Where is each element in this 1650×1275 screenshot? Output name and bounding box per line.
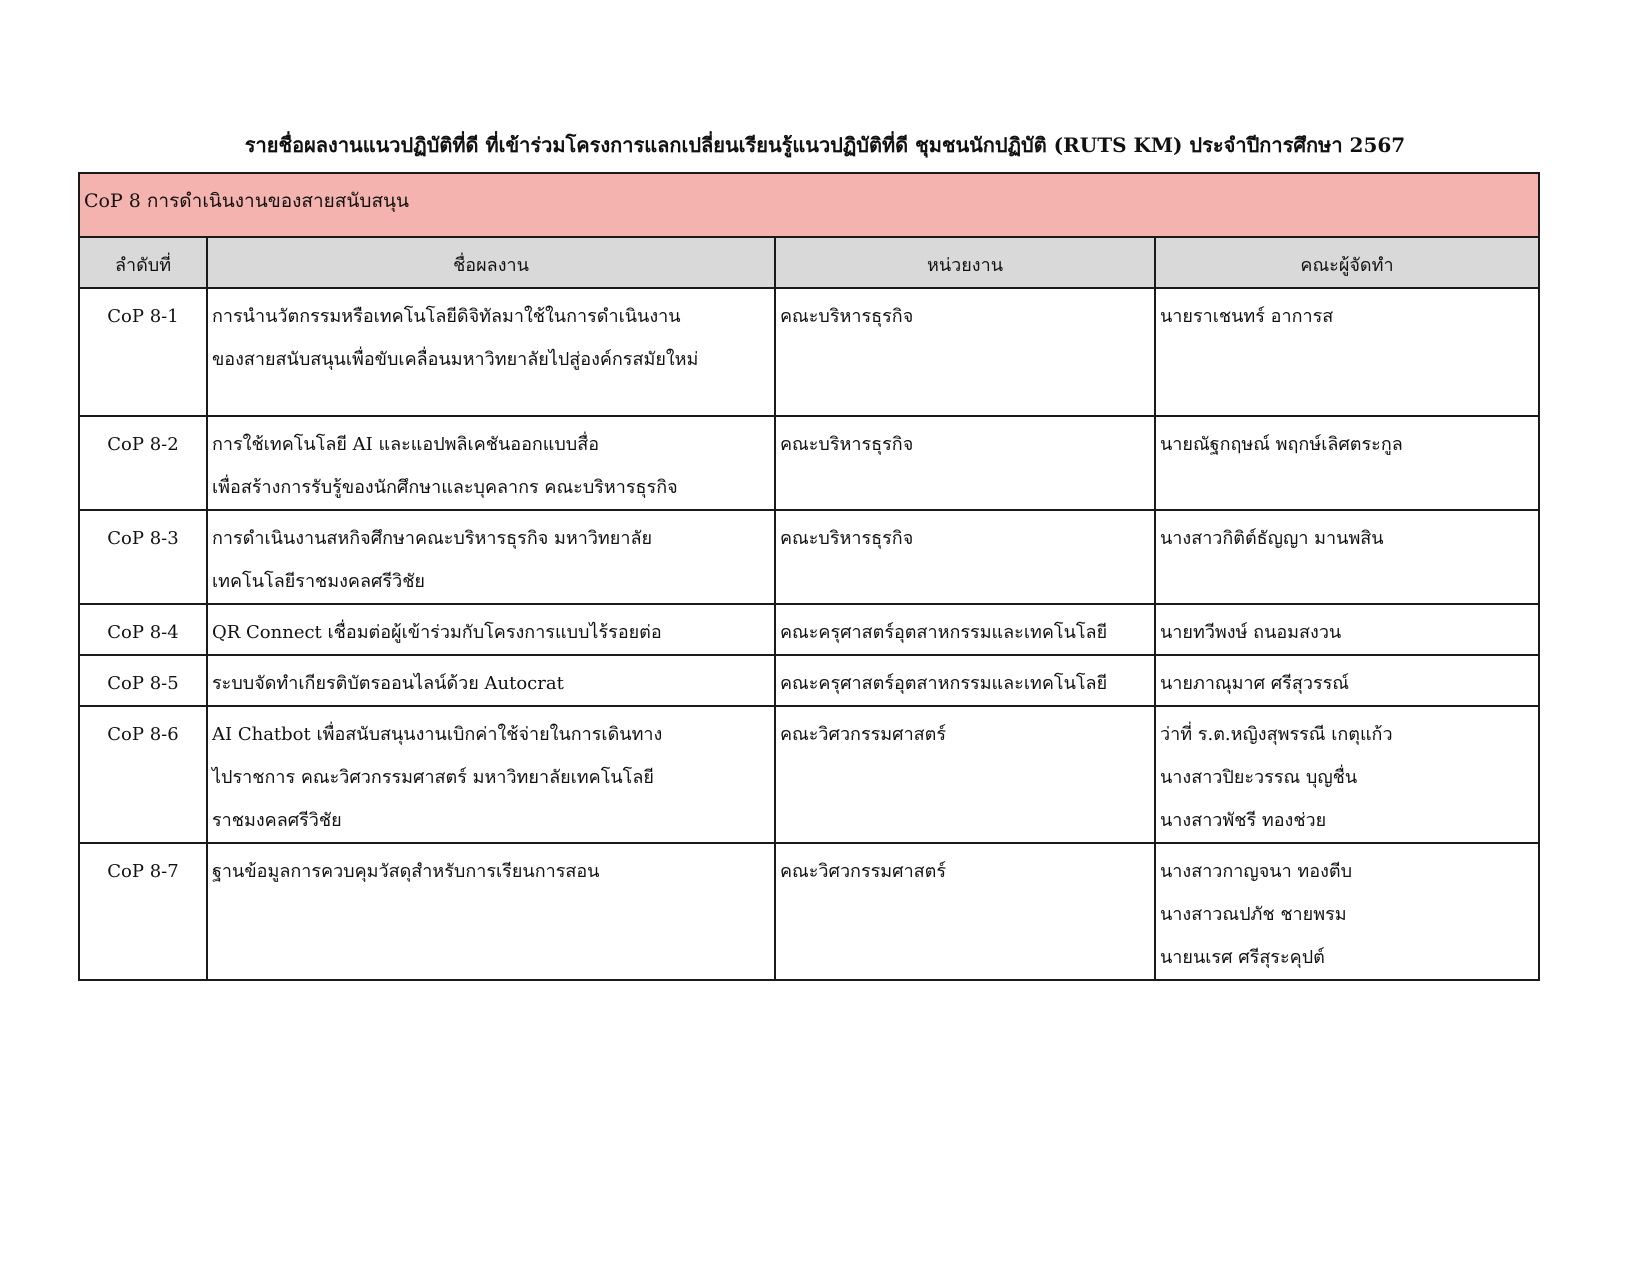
row-number: CoP 8-1 — [79, 288, 207, 416]
column-header-title: ชื่อผลงาน — [207, 237, 775, 288]
author-name: นายราเชนทร์ อาการส — [1160, 306, 1334, 327]
work-title — [207, 604, 775, 655]
authors — [1155, 843, 1539, 980]
works-table — [78, 172, 1540, 981]
work-title-line: AI Chatbot เพื่อสนับสนุนงานเบิกค่าใช้จ่ายในการเดินทาง — [212, 724, 663, 745]
row-number: CoP 8-6 — [79, 706, 207, 843]
table-row — [79, 655, 1539, 706]
document-title: รายชื่อผลงานแนวปฏิบัติที่ดี ที่เข้าร่วมโครงการแลกเปลี่ยนเรียนรู้แนวปฏิบัติที่ดี ชุมชนนักปฏิบัติ (RUTS KM) ประจำปีการศึกษา 2567 — [244, 133, 1406, 157]
unit: คณะบริหารธุรกิจ — [775, 416, 1155, 510]
work-title — [207, 655, 775, 706]
work-title-line: ระบบจัดทำเกียรติบัตรออนไลน์ด้วย Autocrat — [212, 673, 564, 694]
authors — [1155, 288, 1539, 416]
author-name: นางสาวพัชรี ทองช่วย — [1160, 810, 1327, 831]
table-row — [79, 843, 1539, 980]
author-name: นายณัฐกฤษณ์ พฤกษ์เลิศตระกูล — [1160, 434, 1403, 455]
table-row — [79, 288, 1539, 416]
row-number: CoP 8-2 — [79, 416, 207, 510]
author-name: นางสาวกิติต์ธัญญา มานพสิน — [1160, 528, 1384, 549]
table-row — [79, 510, 1539, 604]
column-header-unit: หน่วยงาน — [775, 237, 1155, 288]
unit: คณะวิศวกรรมศาสตร์ — [775, 843, 1155, 980]
work-title — [207, 288, 775, 416]
unit: คณะบริหารธุรกิจ — [775, 510, 1155, 604]
work-title — [207, 706, 775, 843]
author-name: นายภาณุมาศ ศรีสุวรรณ์ — [1160, 673, 1349, 694]
authors — [1155, 510, 1539, 604]
work-title — [207, 416, 775, 510]
work-title-line: การนำนวัตกรรมหรือเทคโนโลยีดิจิทัลมาใช้ในการดำเนินงาน — [212, 306, 681, 327]
work-title-line: ราชมงคลศรีวิชัย — [212, 810, 342, 831]
author-name: นายนเรศ ศรีสุระคุปต์ — [1160, 947, 1325, 968]
section-header-row — [79, 173, 1539, 237]
column-header-row — [79, 237, 1539, 288]
unit: คณะบริหารธุรกิจ — [775, 288, 1155, 416]
row-number: CoP 8-3 — [79, 510, 207, 604]
table-row — [79, 416, 1539, 510]
table-row — [79, 706, 1539, 843]
authors — [1155, 416, 1539, 510]
authors — [1155, 604, 1539, 655]
work-title-line: QR Connect เชื่อมต่อผู้เข้าร่วมกับโครงการแบบไร้รอยต่อ — [212, 622, 662, 643]
work-title — [207, 510, 775, 604]
author-name: นางสาวณปภัช ชายพรม — [1160, 904, 1347, 925]
authors — [1155, 706, 1539, 843]
column-header-no: ลำดับที่ — [79, 237, 207, 288]
work-title-line: เพื่อสร้างการรับรู้ของนักศึกษาและบุคลากร คณะบริหารธุรกิจ — [212, 477, 678, 498]
work-title-line: ของสายสนับสนุนเพื่อขับเคลื่อนมหาวิทยาลัยไปสู่องค์กรสมัยใหม่ — [212, 349, 699, 370]
author-name: นางสาวปิยะวรรณ บุญชื่น — [1160, 767, 1358, 788]
section-label: CoP 8 การดำเนินงานของสายสนับสนุน — [79, 173, 1539, 237]
work-title-line: ไปราชการ คณะวิศวกรรมศาสตร์ มหาวิทยาลัยเทคโนโลยี — [212, 767, 654, 788]
author-name: ว่าที่ ร.ต.หญิงสุพรรณี เกตุแก้ว — [1160, 724, 1393, 745]
unit: คณะครุศาสตร์อุตสาหกรรมและเทคโนโลยี — [775, 655, 1155, 706]
author-name: นางสาวกาญจนา ทองตีบ — [1160, 861, 1353, 882]
unit: คณะวิศวกรรมศาสตร์ — [775, 706, 1155, 843]
work-title-line: ฐานข้อมูลการควบคุมวัสดุสำหรับการเรียนการสอน — [212, 861, 600, 882]
column-header-authors: คณะผู้จัดทำ — [1155, 237, 1539, 288]
author-name: นายทวีพงษ์ ถนอมสงวน — [1160, 622, 1342, 643]
unit: คณะครุศาสตร์อุตสาหกรรมและเทคโนโลยี — [775, 604, 1155, 655]
row-number: CoP 8-4 — [79, 604, 207, 655]
authors — [1155, 655, 1539, 706]
table-row — [79, 604, 1539, 655]
work-title-line: เทคโนโลยีราชมงคลศรีวิชัย — [212, 571, 425, 592]
row-number: CoP 8-7 — [79, 843, 207, 980]
row-number: CoP 8-5 — [79, 655, 207, 706]
work-title-line: การใช้เทคโนโลยี AI และแอปพลิเคชันออกแบบสื่อ — [212, 434, 600, 455]
work-title-line: การดำเนินงานสหกิจศึกษาคณะบริหารธุรกิจ มหาวิทยาลัย — [212, 528, 653, 549]
work-title — [207, 843, 775, 980]
